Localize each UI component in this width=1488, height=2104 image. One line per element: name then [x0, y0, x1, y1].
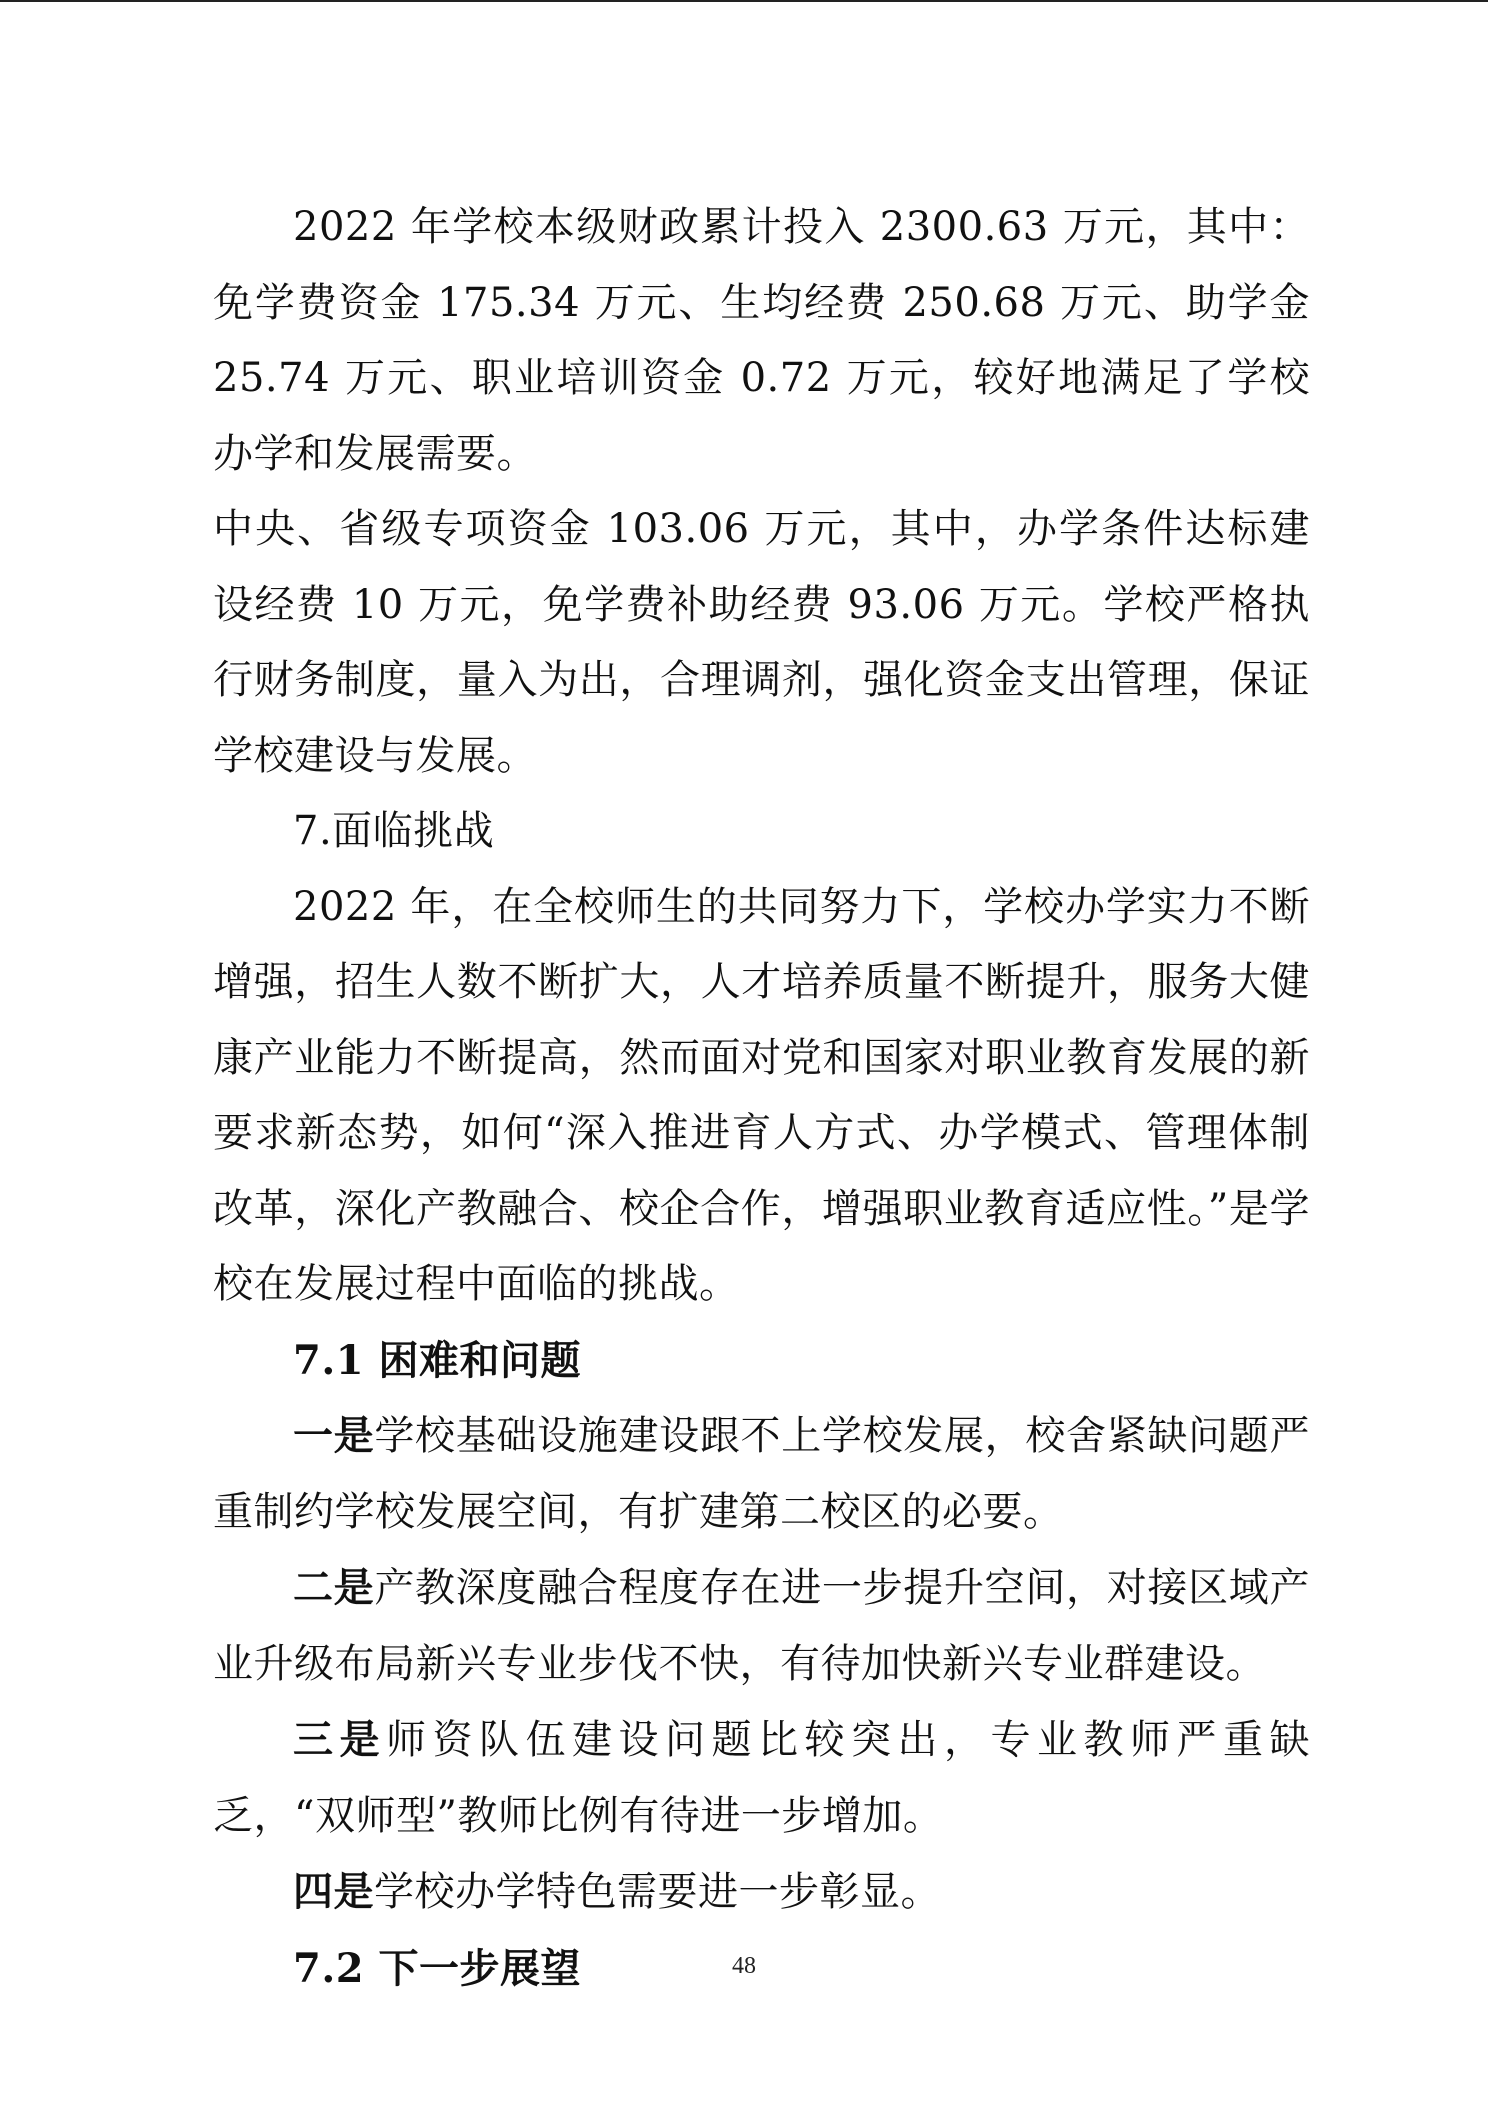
paragraph-funding: 2022 年学校本级财政累计投入 2300.63 万元，其中：免学费资金 175.34 万元、生均经费 250.68 万元、助学金 25.74 万元、职业培训资金 0.72 万元，较好地满足了学校办学和发展需要。 [213, 204, 1310, 477]
section-title-challenges: 7.面临挑战 [293, 808, 495, 854]
heading-difficulties: 7.1 困难和问题 [293, 1336, 582, 1384]
lead-label-3: 三是 [293, 1716, 386, 1763]
top-border-line [0, 0, 1488, 2]
lead-label-1: 一是 [293, 1412, 375, 1459]
paragraph-issue-3 [213, 1702, 1310, 1854]
issue-text-4: 学校办学特色需要进一步彰显。 [374, 1869, 941, 1915]
paragraph-special-funds: 中央、省级专项资金 103.06 万元，其中，办学条件达标建设经费 10 万元，免学费补助经费 93.06 万元。学校严格执行财务制度，量入为出，合理调剂，强化资金支出管理，保证学校建设与发展。 [213, 506, 1310, 779]
lead-label-2: 二是 [293, 1564, 375, 1611]
paragraph-challenges: 2022 年，在全校师生的共同努力下，学校办学实力不断增强，招生人数不断扩大，人才培养质量不断提升，服务大健康产业能力不断提高，然而面对党和国家对职业教育发展的新要求新态势，如何“深入推进育人方式、办学模式、管理体制改革，深化产教融合、校企合作，增强职业教育适应性。”是学校在发展过程中面临的挑战。 [213, 883, 1310, 1307]
page-number: 48 [732, 1953, 756, 1979]
paragraph-issue-2 [213, 1550, 1310, 1702]
issue-text-2: 产教深度融合程度存在进一步提升空间，对接区域产业升级布局新兴专业步伐不快，有待加快新兴专业群建设。 [213, 1565, 1310, 1687]
paragraph-issue-4 [213, 1854, 1310, 1931]
lead-label-4: 四是 [293, 1868, 374, 1915]
issue-text-3: 师资队伍建设问题比较突出，专业教师严重缺乏，“双师型”教师比例有待进一步增加。 [213, 1717, 1310, 1839]
heading-outlook: 7.2 下一步展望 [293, 1944, 582, 1992]
issue-text-1: 学校基础设施建设跟不上学校发展，校舍紧缺问题严重制约学校发展空间，有扩建第二校区的必要。 [213, 1413, 1310, 1535]
paragraph-issue-1 [213, 1398, 1310, 1550]
body-text [213, 190, 1310, 2006]
